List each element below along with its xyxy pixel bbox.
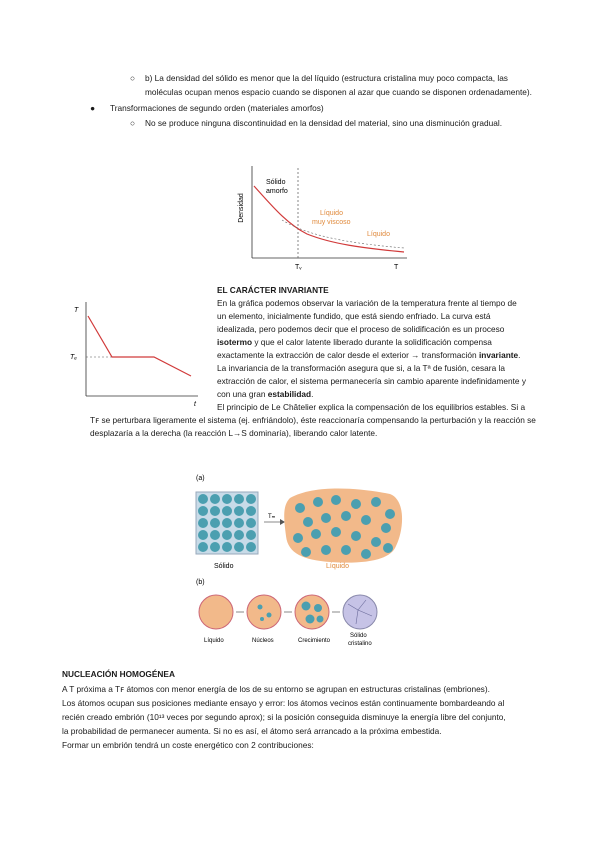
invariant-line1: En la gráfica podemos observar la variación de la temperatura frente al tiempo de	[217, 298, 517, 308]
density-ylabel: Densidad	[238, 193, 245, 223]
stage4-caption-1: Sólido	[350, 633, 367, 639]
liquid-atom	[385, 509, 395, 519]
bullet-second-order-marker: ●	[90, 103, 96, 113]
lattice-atom	[222, 542, 232, 552]
lattice-atom	[234, 494, 244, 504]
invariant-line5-a: exactamente la extracción de calor desde el exterior → transformación	[217, 350, 479, 360]
stage1-caption: Líquido	[204, 638, 224, 644]
stage2-caption: Núcleos	[252, 638, 274, 644]
viscous-liquid-label-1: Líquido	[320, 210, 343, 217]
cooling-chart	[66, 296, 206, 408]
density-x-end: T	[394, 264, 399, 271]
liquid-atom	[321, 545, 331, 555]
nucleation-line4: la probabilidad de permanecer aumenta. Si no es así, el átomo será arrancado a la próxima embestida.	[62, 726, 442, 736]
bullet-b-line1: b) La densidad del sólido es menor que la del líquido (estructura cristalina muy poco compacta, las	[145, 73, 508, 83]
lattice-atom	[246, 494, 256, 504]
stage3-caption: Crecimiento	[298, 638, 331, 644]
cooling-curve	[88, 316, 191, 376]
phase-label-a: (a)	[196, 475, 205, 482]
solid-amorphous-label-2: amorfo	[266, 188, 288, 195]
bullet-b-line2: moléculas ocupan menos espacio cuando se disponen al azar que cuando se disponen ordenadamente).	[145, 87, 532, 97]
stage4-caption-2: cristalino	[348, 641, 372, 647]
density-x-tick: Tᵥ	[295, 264, 302, 271]
arrow-label: Tₘ	[268, 514, 276, 520]
bullet-b-marker: ○	[130, 73, 136, 83]
lattice-atom	[222, 506, 232, 516]
nucleation-line1: A T próxima a Tꜰ átomos con menor energía de los de su entorno se agrupan en estructuras cristalinas (embriones).	[62, 684, 490, 694]
nucleation-line2: Los átomos ocupan sus posiciones mediante ensayo y error: los átomos vecinos están continuamente bombardeando al	[62, 698, 505, 708]
liquid-atom	[371, 497, 381, 507]
lattice-atom	[234, 518, 244, 528]
viscous-liquid-label-2: muy viscoso	[312, 219, 351, 226]
liquid-atom	[351, 499, 361, 509]
invariant-line3: idealizada, pero podemos decir que el proceso de solidificación es un proceso	[217, 324, 505, 334]
invariant-line6: La invariancia de la transformación asegura que si, a la Tª de fusión, cesara la	[217, 363, 505, 373]
lattice-atom	[222, 494, 232, 504]
lattice-atom	[198, 530, 208, 540]
isotermo-bold: isotermo	[217, 337, 253, 347]
liquid-atom	[383, 543, 393, 553]
bullet-second-order-sub: No se produce ninguna discontinuidad en la densidad del material, sino una disminución gradual.	[145, 118, 503, 128]
liquid-atom	[361, 515, 371, 525]
liquid-atom	[341, 511, 351, 521]
liquid-atom	[295, 503, 305, 513]
nucleation-heading: NUCLEACIÓN HOMOGÉNEA	[62, 669, 175, 679]
liquid-atom	[341, 545, 351, 555]
solid-amorphous-label-1: Sólido	[266, 179, 286, 186]
lattice-atom	[198, 506, 208, 516]
bullet-second-order: Transformaciones de segundo orden (materiales amorfos)	[110, 103, 324, 113]
density-chart	[232, 158, 412, 274]
invariant-line2: un elemento, inicialmente fundido, que está siendo enfriado. La curva está	[217, 311, 491, 321]
liquid-atom	[361, 549, 371, 559]
invariant-line10: Tꜰ se perturbara ligeramente el sistema (ej. enfriándolo), éste reaccionaría compensando la perturbación y la reacción se	[90, 415, 536, 425]
lattice-atom	[210, 530, 220, 540]
liquid-atom	[293, 533, 303, 543]
liquid-atom	[301, 547, 311, 557]
lattice-atom	[234, 506, 244, 516]
liquid-atom	[331, 527, 341, 537]
lattice-atom	[234, 542, 244, 552]
liquid-atom	[303, 517, 313, 527]
invariant-line8-end: .	[311, 389, 314, 399]
liquid-atom	[321, 513, 331, 523]
invariant-line11: desplazaría a la derecha (la reacción L→S dominaría), liberando calor latente.	[90, 428, 378, 438]
stage3-growth	[295, 595, 329, 629]
lattice-atom	[222, 518, 232, 528]
lattice-atom	[198, 542, 208, 552]
lattice-atom	[210, 542, 220, 552]
invariant-line5	[217, 349, 520, 361]
nucleation-line3: recién creado embrión (10¹³ veces por segundo aprox); si la posición conseguida disminuye la energía libre del conjunto,	[62, 712, 506, 722]
phase-figure	[190, 470, 420, 650]
lattice-atom	[246, 518, 256, 528]
lattice-atom	[210, 506, 220, 516]
solid-caption: Sólido	[214, 563, 234, 570]
lattice-atom	[234, 530, 244, 540]
lattice-atom	[246, 530, 256, 540]
invariant-line5-end: .	[518, 350, 521, 360]
cooling-xlabel: t	[194, 401, 196, 408]
invariant-line8	[217, 388, 313, 400]
liquid-atom	[313, 497, 323, 507]
liquid-atom	[351, 531, 361, 541]
lattice-atom	[198, 518, 208, 528]
lattice-atom	[222, 530, 232, 540]
liquid-caption: Líquido	[326, 563, 349, 570]
liquid-atom	[331, 495, 341, 505]
cooling-tf-label: Tₑ	[70, 354, 77, 361]
cooling-ylabel: T	[74, 307, 79, 314]
invariant-line4-rest: y que el calor latente liberado durante la solidificación compensa	[252, 337, 492, 347]
invariant-line8-a: con una gran	[217, 389, 268, 399]
lattice-atom	[210, 494, 220, 504]
liquid-atom	[311, 529, 321, 539]
bullet-sub-marker: ○	[130, 118, 136, 128]
stage1-liquid	[199, 595, 233, 629]
stage4-solid	[343, 595, 377, 629]
nucleation-line5: Formar un embrión tendrá un coste energético con 2 contribuciones:	[62, 740, 314, 750]
lattice-atom	[210, 518, 220, 528]
invariante-bold: invariante	[478, 350, 519, 360]
liquid-label: Líquido	[367, 231, 390, 238]
invariant-line7: extracción de calor, el sistema permanecería sin cambio aparente indefinidamente y	[217, 376, 526, 386]
lattice-atom	[198, 494, 208, 504]
lattice-atom	[246, 542, 256, 552]
lattice-atom	[246, 506, 256, 516]
liquid-atom	[381, 523, 391, 533]
invariant-line9: El principio de Le Châtelier explica la compensación de los equilibrios estables. Si a	[217, 402, 526, 412]
stage2-nuclei	[247, 595, 281, 629]
liquid-atom	[371, 537, 381, 547]
invariant-heading: EL CARÁCTER INVARIANTE	[217, 285, 329, 295]
estabilidad-bold: estabilidad	[267, 389, 312, 399]
phase-label-b: (b)	[196, 579, 205, 586]
invariant-line4	[217, 336, 492, 348]
